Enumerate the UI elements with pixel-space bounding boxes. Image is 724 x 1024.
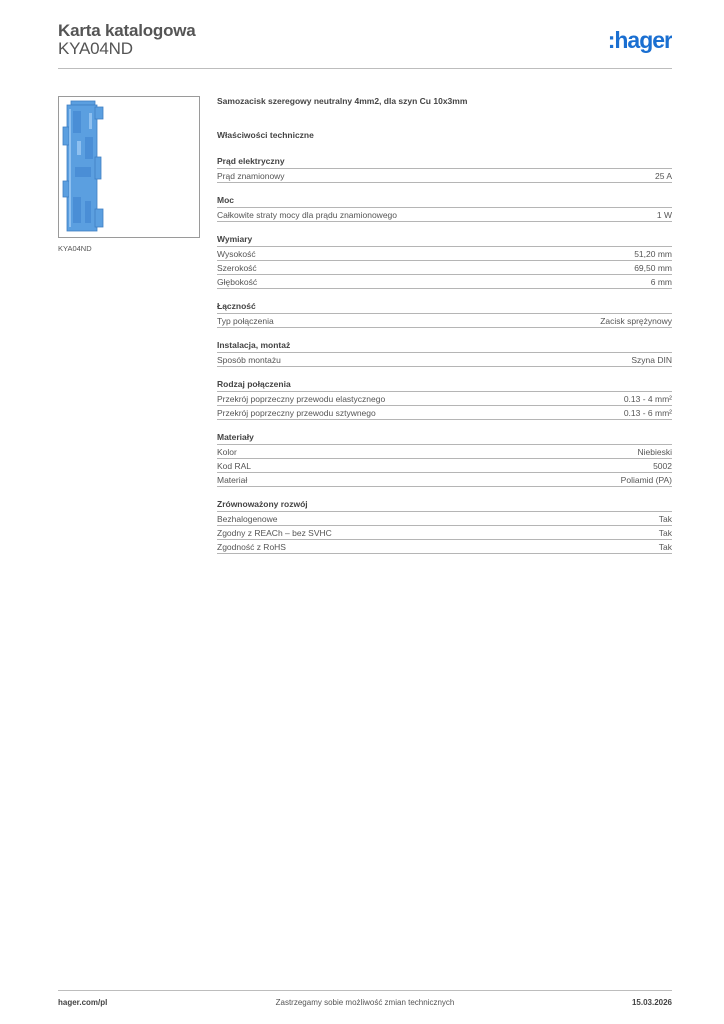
spec-row (217, 207, 672, 222)
spec-label: Kolor (217, 447, 237, 457)
spec-value: 69,50 mm (634, 263, 672, 273)
section-title: Łączność (217, 301, 256, 311)
section-title: Moc (217, 195, 234, 205)
spec-value: 0.13 - 6 mm² (623, 408, 672, 418)
spec-value: Zacisk sprężynowy (600, 316, 672, 326)
logo-text: :hager (607, 28, 672, 53)
page-header (58, 20, 672, 68)
spec-row (217, 472, 672, 487)
spec-value: 6 mm (650, 277, 672, 287)
spec-row (217, 458, 672, 472)
spec-label: Całkowite straty mocy dla prądu znamionowego (217, 210, 398, 220)
spec-value: Szyna DIN (631, 355, 672, 365)
image-caption: KYA04ND (58, 244, 92, 253)
product-image (58, 96, 200, 238)
header-divider (58, 68, 672, 69)
spec-value: 1 W (656, 210, 672, 220)
spec-row (217, 260, 672, 274)
spec-label: Kod RAL (217, 461, 252, 471)
spec-row (217, 511, 672, 525)
section-title: Rodzaj połączenia (217, 379, 291, 389)
spec-label: Materiał (217, 475, 248, 485)
spec-row (217, 313, 672, 328)
spec-row (217, 352, 672, 367)
spec-label: Zgodność z RoHS (217, 542, 286, 552)
spec-label: Sposób montażu (217, 355, 281, 365)
section-installation (217, 340, 672, 367)
terminal-block-image (59, 97, 199, 237)
spec-label: Wysokość (217, 249, 256, 259)
footer-divider (58, 990, 672, 991)
section-power (217, 195, 672, 222)
spec-label: Typ połączenia (217, 316, 274, 326)
spec-label: Głębokość (217, 277, 258, 287)
spec-value: 51,20 mm (634, 249, 672, 259)
spec-label: Prąd znamionowy (217, 171, 285, 181)
section-title: Materiały (217, 432, 254, 442)
section-title: Prąd elektryczny (217, 156, 285, 166)
spec-label: Zgodny z REACh – bez SVHC (217, 528, 332, 538)
spec-row (217, 405, 672, 420)
section-title: Zrównoważony rozwój (217, 499, 308, 509)
spec-content (217, 96, 672, 554)
footer-disclaimer: Zastrzegamy sobie możliwość zmian technicznych (275, 998, 455, 1007)
spec-value: 5002 (653, 461, 672, 471)
tech-properties-title: Właściwości techniczne (217, 130, 314, 140)
section-materials (217, 432, 672, 487)
spec-label: Przekrój poprzeczny przewodu sztywnego (217, 408, 376, 418)
product-description: Samozacisk szeregowy neutralny 4mm2, dla szyn Cu 10x3mm (217, 96, 468, 106)
doc-title: Karta katalogowa (58, 21, 196, 40)
footer-date: 15.03.2026 (631, 998, 672, 1007)
spec-label: Bezhalogenowe (217, 514, 278, 524)
footer-website-link[interactable]: hager.com/pl (58, 998, 108, 1007)
spec-value: 0.13 - 4 mm² (623, 394, 672, 404)
section-sustainability (217, 499, 672, 554)
spec-row (217, 168, 672, 183)
product-code: KYA04ND (58, 39, 133, 58)
section-connection-type (217, 379, 672, 420)
section-connectivity (217, 301, 672, 328)
spec-value: Poliamid (PA) (620, 475, 672, 485)
spec-value: Niebieski (637, 447, 672, 457)
spec-value: Tak (658, 528, 672, 538)
spec-value: 25 A (654, 171, 672, 181)
spec-row (217, 444, 672, 458)
spec-row (217, 525, 672, 539)
section-title: Wymiary (217, 234, 253, 244)
spec-row (217, 274, 672, 289)
spec-row (217, 391, 672, 405)
spec-label: Szerokość (217, 263, 257, 273)
spec-value: Tak (658, 514, 672, 524)
page-footer (58, 998, 672, 1012)
section-dimensions (217, 234, 672, 289)
section-current (217, 156, 672, 183)
spec-row (217, 246, 672, 260)
spec-row (217, 539, 672, 554)
section-title: Instalacja, montaż (217, 340, 291, 350)
spec-value: Tak (658, 542, 672, 552)
hager-logo[interactable] (592, 28, 672, 54)
spec-label: Przekrój poprzeczny przewodu elastycznego (217, 394, 386, 404)
